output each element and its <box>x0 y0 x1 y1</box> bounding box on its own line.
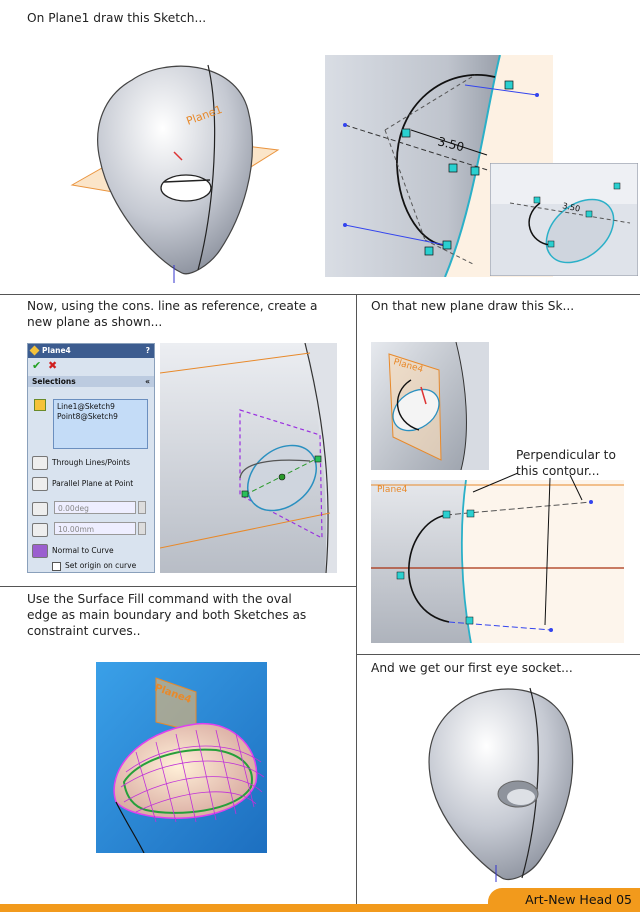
set-origin-checkbox[interactable] <box>52 562 61 571</box>
step4-caption-line1: Use the Surface Fill command with the oval <box>27 592 292 606</box>
step1-caption: On Plane1 draw this Sketch... <box>27 11 207 25</box>
step4-caption-line3: constraint curves.. <box>27 624 141 638</box>
plane4-sketch-small-figure <box>371 342 489 470</box>
selections-list[interactable] <box>53 399 148 449</box>
normal-to-curve-option[interactable]: Normal to Curve <box>32 543 114 559</box>
plane4-viewport-figure <box>160 343 337 573</box>
cube-icon <box>34 399 46 411</box>
through-lines-icon <box>32 456 48 470</box>
perpendicular-leader-lines <box>470 470 600 630</box>
head-plane1-figure <box>70 55 290 285</box>
angle-spinner[interactable] <box>138 501 146 514</box>
angle-input[interactable]: 0.00deg <box>54 501 136 514</box>
through-lines-option[interactable]: Through Lines/Points <box>32 455 130 471</box>
panel-title-bar <box>28 344 154 358</box>
parallel-plane-icon <box>32 477 48 491</box>
step5-caption: And we get our first eye socket... <box>371 661 573 675</box>
parallel-plane-option[interactable]: Parallel Plane at Point <box>32 476 133 492</box>
plane4-property-panel <box>27 343 155 573</box>
step2-caption-line2: new plane as shown... <box>27 315 163 329</box>
collapse-chevron-icon[interactable]: « <box>145 377 150 386</box>
offset-icon <box>32 523 48 537</box>
plane4-label-large: Plane4 <box>377 485 408 495</box>
help-icon[interactable]: ? <box>145 346 150 355</box>
footer-label: Art-New Head 05 <box>525 892 632 907</box>
selections-section-header[interactable]: Selections « <box>28 376 154 387</box>
dimension-small: 3.50 <box>561 201 581 214</box>
sketch-inset-figure <box>490 163 638 276</box>
divider-right-row2 <box>357 654 640 655</box>
eye-socket-result-figure <box>410 680 590 885</box>
offset-input[interactable]: 10.00mm <box>54 522 136 535</box>
plane1-label: Plane1 <box>184 102 224 128</box>
perpendicular-note-line1: Perpendicular to <box>516 448 616 462</box>
angle-icon <box>32 502 48 516</box>
cancel-x-icon[interactable]: ✖ <box>48 359 58 372</box>
ok-check-icon[interactable]: ✔ <box>32 359 42 372</box>
step4-caption-line2: edge as main boundary and both Sketches as <box>27 608 307 622</box>
plane4-label-small: Plane4 <box>392 357 425 376</box>
dimension-large: 3.50 <box>436 134 466 155</box>
normal-to-curve-icon <box>32 544 48 558</box>
step3-caption: On that new plane draw this Sk... <box>371 299 575 313</box>
plane-icon <box>30 346 40 356</box>
offset-spinner[interactable] <box>138 522 146 535</box>
divider-vertical <box>356 294 357 906</box>
surface-fill-figure <box>96 662 267 853</box>
panel-title: Plane4 <box>42 346 71 355</box>
selection-item[interactable]: Point8@Sketch9 <box>57 412 118 421</box>
divider-row1 <box>0 294 640 295</box>
divider-left-row2 <box>0 586 357 587</box>
step2-caption-line1: Now, using the cons. line as reference, create a <box>27 299 318 313</box>
perpendicular-note-line2: this contour... <box>516 464 600 478</box>
set-origin-option[interactable]: Set origin on curve <box>52 558 136 574</box>
selection-item[interactable]: Line1@Sketch9 <box>57 402 115 411</box>
plane4-label-fill: Plane4 <box>152 682 193 706</box>
